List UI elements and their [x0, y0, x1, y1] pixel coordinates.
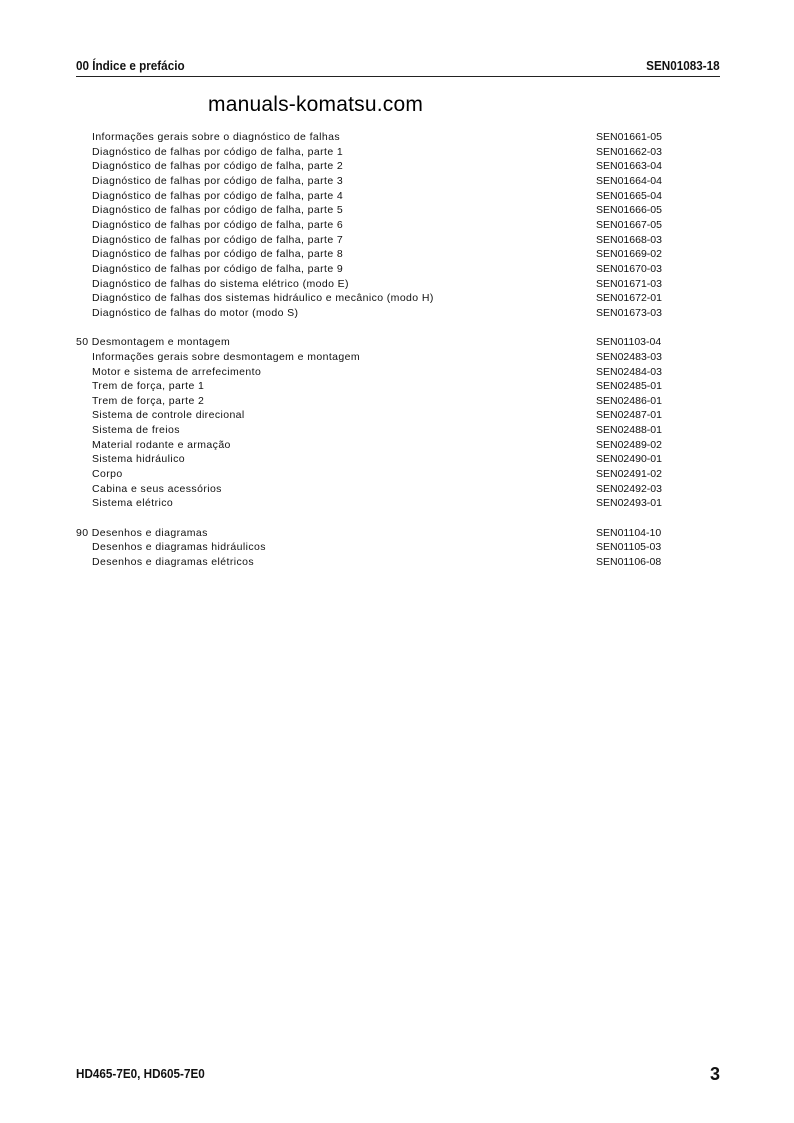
toc-entry [76, 218, 676, 233]
toc-entry-title: Sistema de controle direcional [92, 409, 245, 422]
table-of-contents [76, 130, 676, 570]
page-header [76, 58, 720, 77]
toc-entry-code: SEN01665-04 [596, 189, 662, 202]
footer-model: HD465-7E0, HD605-7E0 [76, 1066, 205, 1081]
toc-entry [76, 350, 676, 365]
toc-entry [76, 203, 676, 218]
toc-entry [76, 496, 676, 511]
toc-entry-code: SEN01106-08 [596, 556, 662, 569]
toc-entry-code: SEN02487-01 [596, 409, 662, 422]
toc-entry-title: Trem de força, parte 1 [92, 380, 205, 393]
toc-entry-title: Corpo [92, 468, 123, 481]
toc-entry-code: SEN01669-02 [596, 248, 662, 261]
toc-entry-title: Diagnóstico de falhas por código de falha, parte 3 [92, 174, 344, 187]
toc-entry-code: SEN01670-03 [596, 262, 662, 275]
toc-entry [76, 174, 676, 189]
toc-entry [76, 233, 676, 248]
toc-entry [76, 306, 676, 321]
toc-entry-code: SEN01671-03 [596, 277, 662, 290]
toc-entry-title: Informações gerais sobre desmontagem e montagem [92, 350, 361, 363]
toc-entry [76, 467, 676, 482]
toc-entry [76, 277, 676, 292]
toc-entry [76, 291, 676, 306]
toc-entry-code: SEN01103-04 [596, 336, 662, 349]
toc-entry [76, 145, 676, 160]
spacer [76, 321, 676, 336]
toc-entry-code: SEN01662-03 [596, 145, 662, 158]
toc-entry-title: Diagnóstico de falhas por código de falha, parte 1 [92, 145, 344, 158]
toc-entry-code: SEN01667-05 [596, 218, 662, 231]
toc-entry-code: SEN01666-05 [596, 204, 662, 217]
toc-entry [76, 130, 676, 145]
toc-entry [76, 408, 676, 423]
toc-entry [76, 247, 676, 262]
toc-entry-code: SEN02483-03 [596, 350, 662, 363]
toc-entry [76, 379, 676, 394]
toc-entry-code: SEN02492-03 [596, 482, 662, 495]
header-doc-code: SEN01083-18 [646, 58, 720, 73]
toc-entry-title: Diagnóstico de falhas do sistema elétrico (modo E) [92, 277, 349, 290]
toc-entry [76, 365, 676, 380]
toc-entry-code: SEN02485-01 [596, 380, 662, 393]
page-number: 3 [709, 1064, 720, 1084]
toc-entry-title: Sistema de freios [92, 424, 180, 437]
toc-entry-title: Diagnóstico de falhas por código de falha, parte 5 [92, 204, 344, 217]
toc-entry [76, 423, 676, 438]
toc-section-heading [76, 335, 676, 350]
toc-entry-code: SEN02490-01 [596, 453, 662, 466]
toc-entry-code: SEN02489-02 [596, 438, 662, 451]
header-title: 00 Índice e prefácio [76, 58, 185, 73]
watermark: manuals-komatsu.com [208, 93, 424, 116]
toc-entry-code: SEN02488-01 [596, 424, 662, 437]
toc-entry [76, 189, 676, 204]
toc-entry-code: SEN01104-10 [596, 526, 662, 539]
toc-entry-title: Trem de força, parte 2 [92, 394, 205, 407]
toc-entry-code: SEN01105-03 [596, 541, 662, 554]
toc-entry-code: SEN02484-03 [596, 365, 662, 378]
toc-entry-title: 50 Desmontagem e montagem [76, 336, 231, 349]
toc-entry [76, 394, 676, 409]
toc-entry [76, 438, 676, 453]
toc-entry [76, 540, 676, 555]
toc-entry-title: Diagnóstico de falhas por código de falha, parte 9 [92, 262, 344, 275]
toc-section-heading [76, 526, 676, 541]
toc-entry-code: SEN01661-05 [596, 131, 662, 143]
toc-entry-title: Diagnóstico de falhas por código de falha, parte 2 [92, 160, 344, 173]
toc-entry-title: Sistema hidráulico [92, 453, 185, 466]
toc-entry-code: SEN01672-01 [596, 292, 662, 305]
toc-entry-code: SEN01673-03 [596, 306, 662, 319]
toc-entry-title: Diagnóstico de falhas do motor (modo S) [92, 306, 299, 319]
toc-entry-title: Diagnóstico de falhas por código de falha, parte 6 [92, 218, 344, 231]
toc-entry-title: 90 Desenhos e diagramas [76, 526, 208, 539]
toc-entry-title: Material rodante e armação [92, 438, 231, 451]
toc-entry-code: SEN02491-02 [596, 468, 662, 481]
toc-entry-code: SEN01663-04 [596, 160, 662, 173]
toc-entry-code: SEN02486-01 [596, 394, 662, 407]
toc-entry [76, 482, 676, 497]
toc-entry-code: SEN02493-01 [596, 497, 662, 510]
toc-entry-code: SEN01668-03 [596, 233, 662, 246]
toc-entry-title: Diagnóstico de falhas por código de falha, parte 7 [92, 233, 344, 246]
toc-entry [76, 555, 676, 570]
toc-entry-title: Sistema elétrico [92, 497, 174, 510]
toc-entry-title: Cabina e seus acessórios [92, 482, 222, 495]
toc-entry-title: Informações gerais sobre o diagnóstico de falhas [92, 131, 341, 143]
spacer [76, 511, 676, 526]
toc-entry [76, 262, 676, 277]
toc-entry-title: Desenhos e diagramas elétricos [92, 556, 254, 569]
toc-entry-title: Motor e sistema de arrefecimento [92, 365, 262, 378]
toc-entry-title: Desenhos e diagramas hidráulicos [92, 541, 266, 554]
toc-entry [76, 159, 676, 174]
toc-entry [76, 452, 676, 467]
toc-entry-title: Diagnóstico de falhas dos sistemas hidráulico e mecânico (modo H) [92, 292, 434, 305]
toc-entry-code: SEN01664-04 [596, 174, 662, 187]
toc-entry-title: Diagnóstico de falhas por código de falha, parte 4 [92, 189, 344, 202]
toc-entry-title: Diagnóstico de falhas por código de falha, parte 8 [92, 248, 344, 261]
